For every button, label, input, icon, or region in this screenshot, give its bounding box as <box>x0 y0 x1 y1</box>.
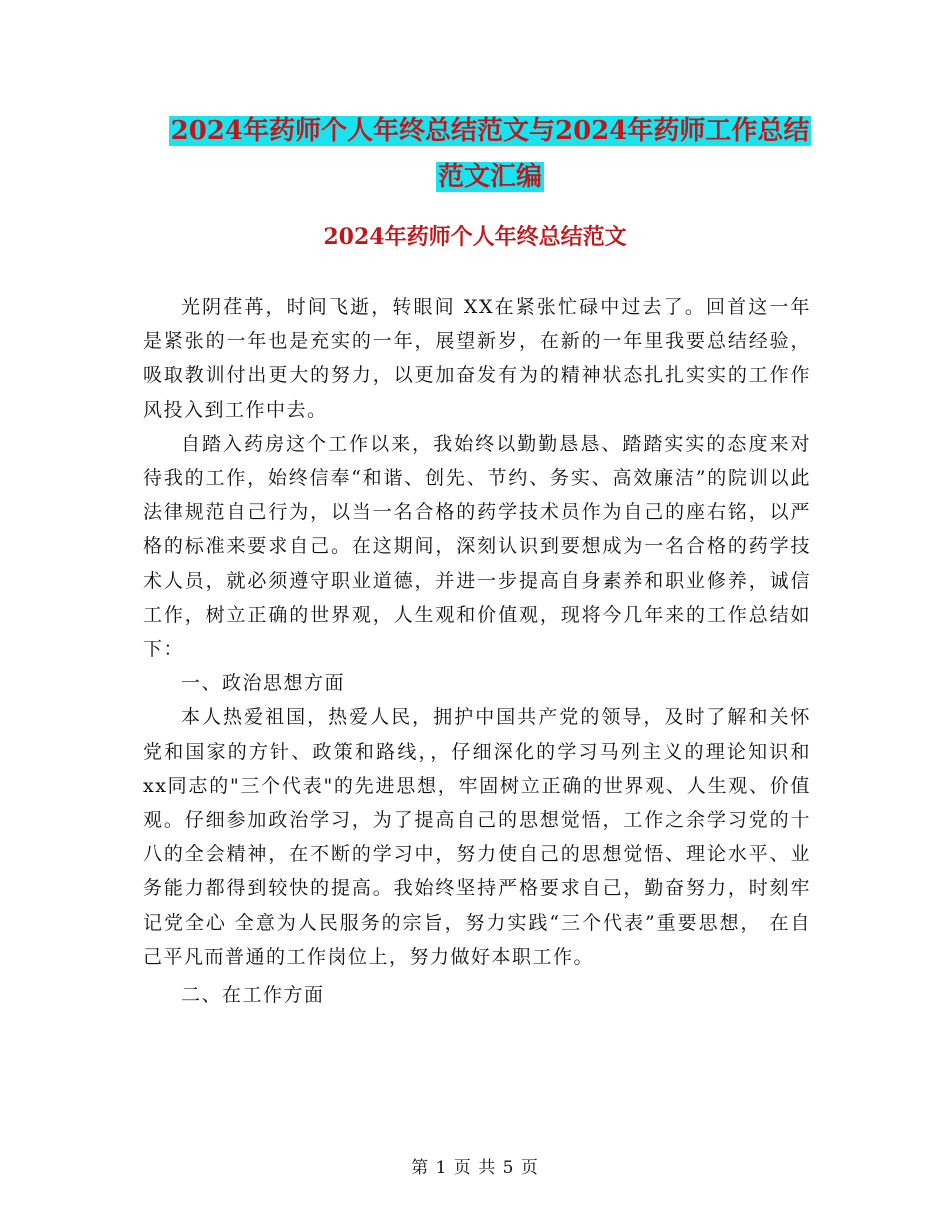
paragraph-intro: 光阴荏苒，时间飞逝，转眼间 XX在紧张忙碌中过去了。回首这一年是紧张的一年也是充实的一年，展望新岁，在新的一年里我要总结经验，吸取教训付出更大的努力，以更加奋发有为的精神状态扎扎实实的工作作风投入到工作中去。 <box>143 296 811 421</box>
section-title: 2024年药师个人年终总结范文 <box>323 224 627 250</box>
document-body <box>143 290 811 1012</box>
document-title <box>140 108 840 200</box>
heading-work: 二、在工作方面 <box>181 984 325 1007</box>
paragraph-work-attitude: 自踏入药房这个工作以来，我始终以勤勤恳恳、踏踏实实的态度来对待我的工作，始终信奉“和谐、创先、节约、务实、高效廉洁”的院训以此法律规范自己行为，以当一名合格的药学技术员作为自己的座右铭，以严格的标准来要求自己。在这期间，深刻认识到要想成为一名合格的药学技术人员，就必须遵守职业道德，并进一步提高自身素养和职业修养，诚信工作，树立正确的世界观，人生观和价值观，现将今几年来的工作总结如下： <box>143 432 811 661</box>
page-footer: 第 1 页 共 5 页 <box>411 1158 539 1178</box>
document-title-line1: 2024年药师个人年终总结范文与2024年药师工作总结 <box>170 116 810 146</box>
document-title-line2: 范文汇编 <box>437 162 542 192</box>
paragraph-political-thought: 本人热爱祖国，热爱人民，拥护中国共产党的领导，及时了解和关怀党和国家的方针、政策和路线，，仔细深化的学习马列主义的理论知识和xx同志的"三个代表"的先进思想，牢固树立正确的世界观、人生观、价值观。仔细参加政治学习，为了提高自己的思想觉悟，工作之余学习党的十八的全会精神，在不断的学习中，努力使自己的思想觉悟、理论水平、业务能力都得到较快的提高。我始终坚持严格要求自己，勤奋努力，时刻牢记党全心 全意为人民服务的宗旨，努力实践“三个代表”重要思想， 在自己平凡而普通的工作岗位上，努力做好本职工作。 <box>143 706 811 968</box>
heading-political-thought: 一、政治思想方面 <box>181 672 346 695</box>
